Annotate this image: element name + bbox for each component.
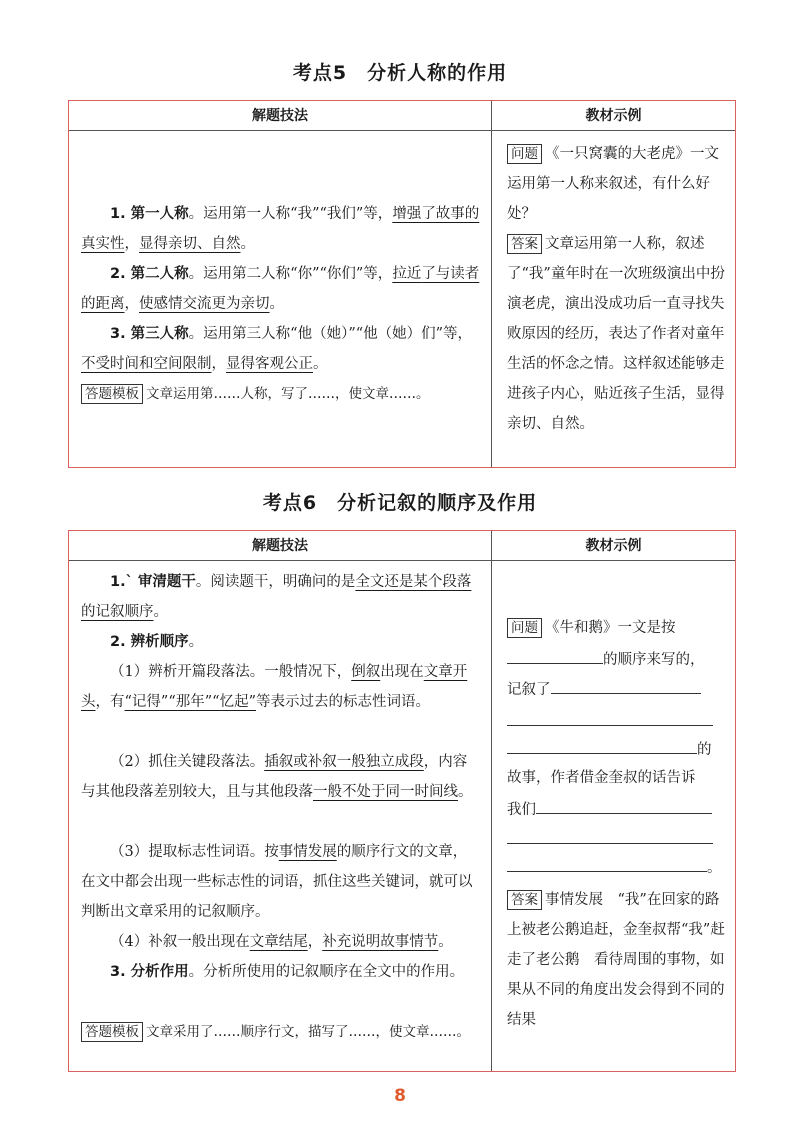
s5-p2-text: 。运用第二人称“你”“你们”等， (188, 266, 393, 282)
s6-question-text7: 。 (707, 860, 722, 876)
s5-p2-sep: ， (124, 296, 139, 312)
s6-template-text: 文章采用了……顺序行文，描写了……，使文章……。 (146, 1024, 470, 1040)
s6-answer-template (81, 1017, 481, 1047)
s5-p1-underline3: 显得亲切、自然 (139, 236, 241, 252)
s6-example-question-line6 (507, 763, 729, 793)
s6-template-tag: 答题模板 (81, 1022, 143, 1042)
s6-s4-end: 。 (458, 784, 473, 800)
s6-s3-underline1: 倒叙 (351, 664, 381, 680)
s6-blank-content-b (507, 725, 713, 726)
s5-question-tag: 问题 (507, 144, 542, 164)
s6-s3-underline2: 文章开头 (81, 664, 468, 710)
s6-s1-underline: 全文还是某个段落的记叙顺序 (81, 574, 472, 620)
s5-p3-sep: ， (211, 356, 226, 372)
s5-template-tag: 答题模板 (81, 384, 143, 404)
s6-question-text4: 的 (697, 742, 712, 758)
s5-p1-sep: ， (124, 236, 139, 252)
s6-s4-text2: ，内容与其他段落差别较大，且与其他段落 (81, 754, 468, 800)
s6-s3-text2: 出现在 (380, 664, 424, 680)
s6-s6-sep: ， (307, 934, 323, 950)
s6-question-tag: 问题 (507, 618, 542, 638)
s6-blank-content-c (507, 733, 697, 754)
s5-p1-underline2: 了故事的真实性 (81, 206, 480, 252)
s6-s7-text: 。分析所使用的记叙顺序在全文中的作用。 (188, 964, 465, 980)
s5-example-answer (507, 229, 729, 439)
s6-example-question-line1 (507, 613, 729, 643)
s5-example-question (507, 139, 729, 229)
s6-s2-heading: 2. 辨析顺序 (110, 634, 189, 650)
s6-s6-end: 。 (438, 934, 453, 950)
s6-s6-underline1: 文章结尾 (249, 934, 308, 950)
s6-answer-tag: 答案 (507, 890, 542, 910)
s6-s3-underline3: “记得”“那年”“忆起” (124, 694, 256, 710)
section5-column-divider (491, 101, 492, 467)
s6-method-opening (81, 657, 481, 717)
section6-col-right-header: 教材示例 (492, 531, 735, 561)
s5-p3-end: 。 (313, 356, 328, 372)
s6-s5-text2: 的顺序行文的文章，在文中都会出现一些标志性的词语，抓住这些关键词，就可以判断出文章采用的记叙顺序。 (81, 844, 473, 920)
s6-s7-heading: 3. 分析作用 (110, 964, 189, 980)
s6-s5-text1: （3）提取标志性词语。按 (110, 844, 279, 860)
s6-example-question-line5 (507, 733, 729, 765)
section5-table (68, 100, 736, 468)
s6-question-text3: 记叙了 (507, 682, 551, 698)
section6-col-left-header: 解题技法 (69, 531, 491, 561)
s5-p2-underline2: 了与读者的距离 (81, 266, 480, 312)
s6-s2-end: 。 (188, 634, 204, 650)
s5-question-text: 《一只窝囊的大老虎》一文运用第一人称来叙述，有什么好处？ (507, 146, 719, 222)
s5-point-first-person (81, 199, 481, 259)
s6-s6-text1: （4）补叙一般出现在 (110, 934, 250, 950)
section5-col-left-header: 解题技法 (69, 101, 491, 131)
s5-p1-underline1: 增强 (392, 206, 422, 222)
s5-answer-text: 文章运用第一人称，叙述了“我”童年时在一次班级演出中扮演老虎，演出没成功后一直寻找失败原因的经历，表达了作者对童年生活的怀念之情。这样叙述能够走进孩子内心，贴近孩子生活，显得亲切、自然。 (507, 236, 725, 432)
section6-column-divider (491, 531, 492, 1071)
s5-template-text: 文章运用第……人称，写了……，使文章……。 (146, 386, 430, 402)
s5-p3-underline1: 不受时间和空间限制 (81, 356, 212, 372)
s6-s5-underline1: 事情发展 (278, 844, 337, 860)
s6-blank-lesson-c (507, 851, 707, 872)
s5-p2-underline1: 拉近 (392, 266, 422, 282)
s5-answer-template (81, 379, 481, 409)
s6-blank-lesson-a (536, 793, 712, 814)
s6-step-read-question (81, 567, 481, 627)
s6-step-identify-order (81, 627, 481, 657)
page-number: 8 (394, 1086, 406, 1106)
s6-s4-text1: （2）抓住关键段落法。 (110, 754, 265, 770)
s6-example-question-line2 (507, 643, 729, 675)
s5-p1-heading: 1. 第一人称 (110, 206, 189, 222)
s5-answer-tag: 答案 (507, 234, 542, 254)
s6-method-supplement (81, 927, 481, 957)
s5-p3-text: 。运用第三人称“他（她）”“他（她）们”等， (188, 326, 473, 342)
s5-point-second-person (81, 259, 481, 319)
s5-p2-heading: 2. 第二人称 (110, 266, 189, 282)
s6-question-text1: 《牛和鹅》一文是按 (545, 620, 676, 636)
s5-p1-end: 。 (240, 236, 255, 252)
section5-col-right-header: 教材示例 (492, 101, 735, 131)
s6-example-question-line9 (507, 851, 729, 883)
s6-example-question-line7 (507, 793, 729, 825)
s6-blank-order (507, 643, 603, 664)
s6-s3-text4: 等表示过去的标志性词语。 (255, 694, 430, 710)
s6-question-text5: 故事，作者借金奎叔的话告诉 (507, 770, 696, 786)
s6-example-answer (507, 885, 729, 1035)
s6-s4-underline1: 插叙或补叙一般独立成段 (264, 754, 424, 770)
s6-question-text6: 我们 (507, 802, 536, 818)
s6-s1-end: 。 (153, 604, 168, 620)
s6-blank-content-a (551, 673, 701, 694)
s5-p3-heading: 3. 第三人称 (110, 326, 189, 342)
s5-p2-underline3: 使感情交流更为亲切 (139, 296, 270, 312)
section5-title: 考点5 分析人称的作用 (292, 62, 508, 84)
s6-s6-underline2: 补充说明故事情节 (322, 934, 439, 950)
s6-method-keywords (81, 837, 481, 927)
section6-title: 考点6 分析记叙的顺序及作用 (262, 492, 538, 514)
s5-p1-text: 。运用第一人称“我”“我们”等， (188, 206, 393, 222)
s6-s3-text1: （1）辨析开篇段落法。一般情况下， (110, 664, 352, 680)
s6-method-key-paragraph (81, 747, 481, 807)
s5-p2-end: 。 (269, 296, 284, 312)
s6-step-analyze-effect (81, 957, 481, 987)
s6-answer-text: 事情发展 “我”在回家的路上被老公鹅追赶，金奎叔帮“我”赶走了老公鹅 看待周围的事物，如果从不同的角度出发会得到不同的结果 (507, 892, 725, 1028)
s6-s4-underline2: 一般不处于同一时间线 (313, 784, 458, 800)
s6-example-question-line3 (507, 673, 729, 705)
section6-table (68, 530, 736, 1072)
s6-blank-lesson-b (507, 843, 713, 844)
s6-s1-heading: 1.` 审清题干 (110, 574, 196, 590)
s6-s3-text3: ，有 (95, 694, 125, 710)
s6-question-text2: 的顺序来写的， (603, 652, 705, 668)
s5-point-third-person (81, 319, 481, 379)
s6-s1-text: 。阅读题干，明确问的是 (195, 574, 356, 590)
s5-p3-underline2: 显得客观公正 (226, 356, 313, 372)
